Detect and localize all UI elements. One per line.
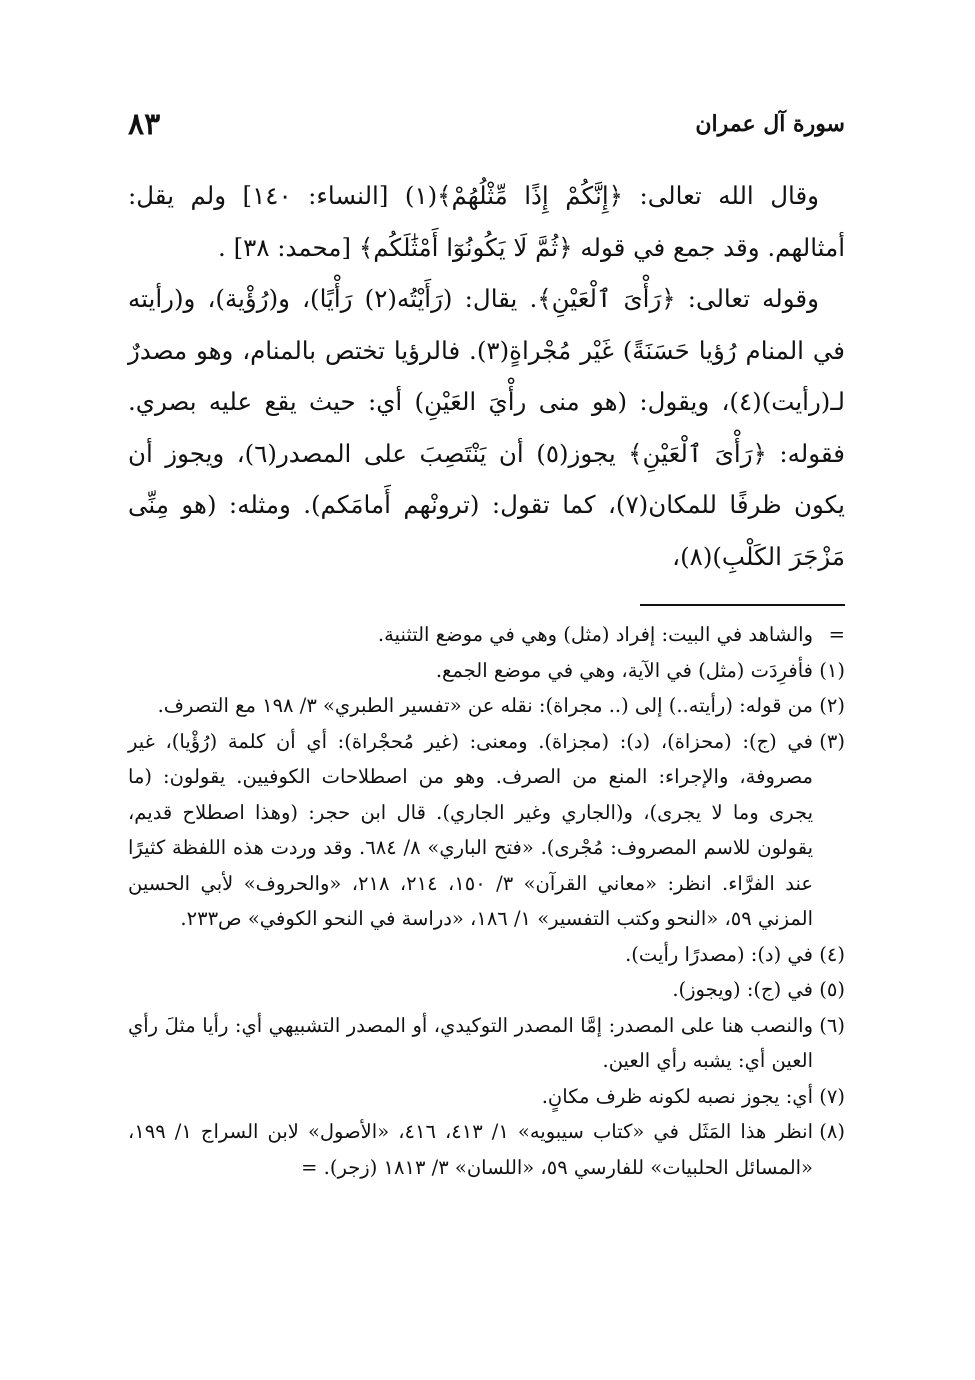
footnote-number: (٢) xyxy=(819,694,845,717)
main-text xyxy=(128,170,845,582)
footnote-number: = xyxy=(828,623,845,646)
footnote-continuation xyxy=(128,617,845,653)
footnote-number: (٥) xyxy=(819,978,845,1001)
footnote-number: (٧) xyxy=(819,1084,845,1108)
footnote-number: (٤) xyxy=(819,942,845,966)
footnote-text: في (ج): (ويجوز). xyxy=(672,978,813,1001)
main-paragraph: وقال الله تعالى: ﴿إِنَّكُمْ إِذًا مِّثْلُهُمْ﴾(١) [النساء: ١٤٠] ولم يقل: أمثالهم. وقد جمع في قوله ﴿ثُمَّ لَا يَكُونُوٓا أَمْثَٰلَكُم﴾ [محمد: ٣٨] . xyxy=(128,181,845,262)
footnote-number: (٨) xyxy=(819,1120,845,1143)
footnote-2 xyxy=(128,688,845,724)
footnote-3 xyxy=(128,724,845,937)
footnote-text: فأفرِدَت (مثل) في الآية، وهي في موضع الجمع. xyxy=(435,658,813,682)
footnote-text: في (د): (مصدرًا رأيت). xyxy=(625,942,813,966)
page-header xyxy=(128,100,845,148)
footnote-number: (٣) xyxy=(819,729,845,753)
footnote-text: أي: يجوز نصبه لكونه ظرف مكانٍ. xyxy=(541,1084,813,1108)
footnote-number: (٦) xyxy=(819,1013,845,1037)
footnote-text: والشاهد في البيت: إفراد (مثل) وهي في موضع التثنية. xyxy=(377,623,813,646)
page-number: ٨٣ xyxy=(128,106,161,142)
footnote-5 xyxy=(128,972,845,1008)
footnote-text: في (ج): (محزاة)، (د): (مجزاة). ومعنى: (غير مُحجْراة): أي أن كلمة (رُؤْيا)، غير مصروفة، والإجراء: المنع من الصرف. وهو من اصطلاحات الكوفيين. يقولون: (ما يجرى وما لا يجرى)، و(الجاري وغير الجاري). قال ابن حجر: (وهذا اصطلاح قديم، يقولون للاسم المصروف: مُجْرى). «فتح الباري» ٨/ ٦٨٤. وقد وردت هذه اللفظة كثيرًا عند الفرَّاء. انظر: «معاني القرآن» ٣/ ١٥٠، ٢١٤، ٢١٨، «والحروف» لأبي الحسين المزني ٥٩، «النحو وكتب التفسير» ١/ ١٨٦، «دراسة في النحو الكوفي» ص٢٣٣. xyxy=(128,729,813,930)
footnote-4 xyxy=(128,937,845,973)
footnote-number: (١) xyxy=(819,658,845,682)
footnote-text: والنصب هنا على المصدر: إمَّا المصدر التوكيدي، أو المصدر التشبيهي أي: رأيا مثلَ رأي العين أي: يشبه رأي العين. xyxy=(128,1013,813,1072)
main-paragraph: وقوله تعالى: ﴿رَأْىَ ٱلْعَيْنِ﴾. يقال: (رَأَيْتُه(٢) رَأْيًا)، و(رُؤْية)، و(رأيته في المنام رُؤيا حَسَنَةً) غَيْر مُجْراةٍ(٣). فالرؤيا تختص بالمنام، وهو مصدرٌ لـ(رأيت)(٤)، ويقول: (هو منى رأْيَ العَيْنِ) أي: حيث يقع عليه بصري. فقوله: ﴿رَأْىَ ٱلْعَيْنِ﴾ يجوز(٥) أن يَنْتَصِبَ على المصدر(٦)، ويجوز أن يكون ظرفًا للمكان(٧)، كما تقول: (ترونْهم أَمامَكم). ومثله: (هو مِنِّى مَزْجَرَ الكَلْبِ)(٨)، xyxy=(128,284,846,571)
footnote-6 xyxy=(128,1008,845,1079)
footnote-text: من قوله: (رأيته..) إلى (.. مجراة): نقله عن «تفسير الطبري» ٣/ ١٩٨ مع التصرف. xyxy=(157,694,813,717)
footnote-1 xyxy=(128,653,845,689)
footnote-separator xyxy=(640,604,845,606)
footnote-text: انظر هذا المَثَل في «كتاب سيبويه» ١/ ٤١٣، ٤١٦، «الأصول» لابن السراج ١/ ١٩٩، «المسائل الحلبيات» للفارسي ٥٩، «اللسان» ٣/ ١٨١٣ (زجر). = xyxy=(128,1120,813,1179)
footnote-8 xyxy=(128,1114,845,1185)
footnotes xyxy=(128,617,845,1185)
surah-title: سورة آل عمران xyxy=(695,111,845,137)
footnote-7 xyxy=(128,1079,845,1115)
